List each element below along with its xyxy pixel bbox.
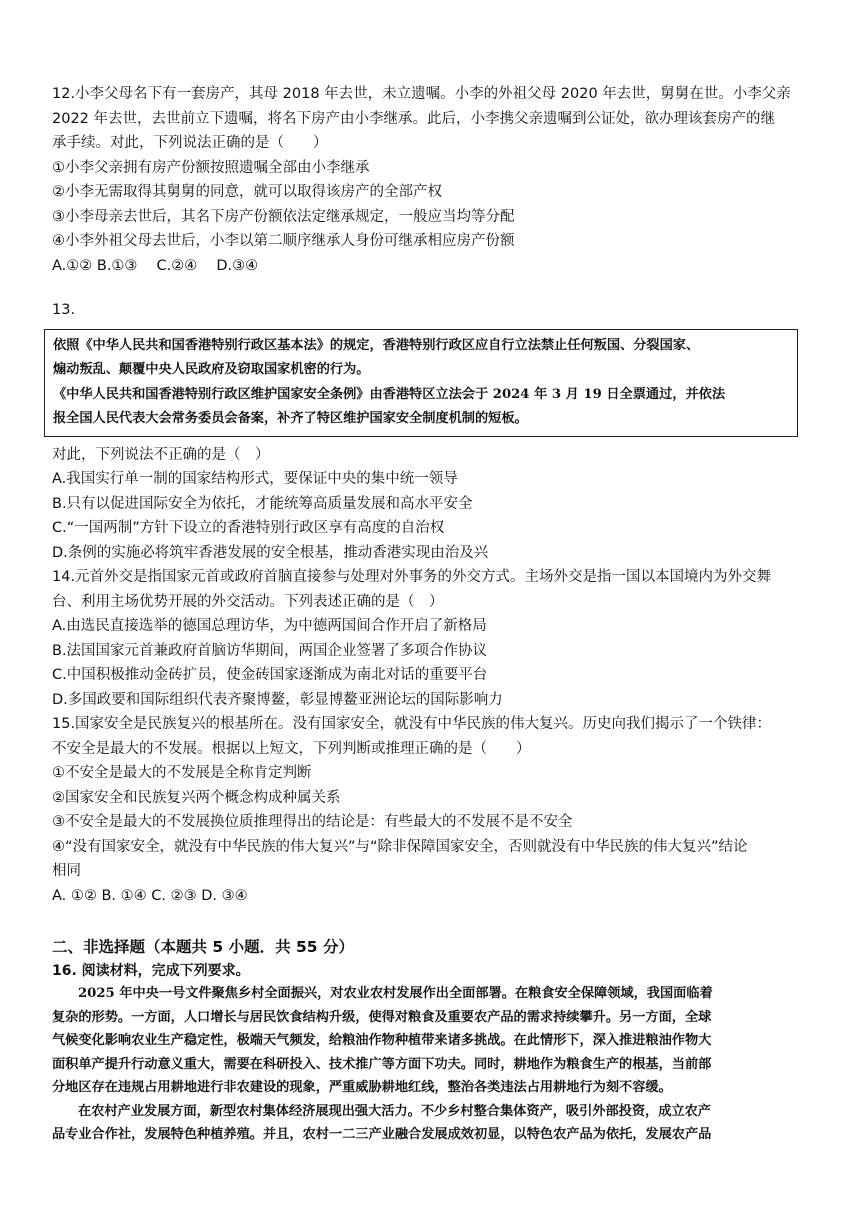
q13-material-box bbox=[44, 329, 798, 437]
q16-para2-line: 品专业合作社，发展特色种植养殖。并且，农村一二三产业融合发展成效初显，以特色农产品为依托，发展农产品 bbox=[52, 1127, 712, 1142]
question-14 bbox=[52, 565, 812, 712]
q15-option: ③不安全是最大的不发展换位质推理得出的结论是：有些最大的不发展不是不安全 bbox=[52, 814, 573, 830]
q13-option: D.条例的实施必将筑牢香港发展的安全根基，推动香港实现由治及兴 bbox=[52, 544, 489, 561]
q13-stem: 对此，下列说法不正确的是（ ） bbox=[52, 446, 270, 463]
q13-material-line: 依照《中华人民共和国香港特别行政区基本法》的规定，香港特别行政区应自行立法禁止任何叛国、分裂国家、 bbox=[53, 337, 700, 353]
q12-stem-line: 承手续。对此，下列说法正确的是（ ） bbox=[52, 135, 328, 151]
q13-option: B.只有以促进国际安全为依托，才能统筹高质量发展和高水平安全 bbox=[52, 495, 473, 512]
q15-option: ④“没有国家安全，就没有中华民族的伟大复兴”与“除非保障国家安全，否则就没有中华民族的伟大复兴”结论 bbox=[52, 838, 748, 855]
q16-para1-line: 面积单产提升行动意义重大，需要在科研投入、技术推广等方面下功夫。同时，耕地作为粮食生产的根基，当前部 bbox=[52, 1056, 712, 1072]
q15-choices: A. ①② B. ①④ C. ②③ D. ③④ bbox=[52, 887, 248, 904]
q15-stem-line: 15.国家安全是民族复兴的根基所在。没有国家安全，就没有中华民族的伟大复兴。历史向我们揭示了一个铁律： bbox=[52, 716, 772, 732]
q12-stem-line: 2022 年去世，去世前立下遗嘱，将名下房产由小李继承。此后，小李携父亲遗嘱到公证处，欲办理该套房产的继 bbox=[52, 110, 776, 127]
q12-stem-line: 12.小李父母名下有一套房产，其母 2018 年去世，未立遗嘱。小李的外祖父母 2020 年去世，舅舅在世。小李父亲 bbox=[52, 86, 791, 102]
question-15 bbox=[52, 712, 812, 908]
q13-option: A.我国实行单一制的国家结构形式，要保证中央的集中统一领导 bbox=[52, 471, 458, 487]
q15-option: ①不安全是最大的不发展是全称肯定判断 bbox=[52, 765, 312, 781]
q14-option: D.多国政要和国际组织代表齐聚博鳌，彰显博鳌亚洲论坛的国际影响力 bbox=[52, 691, 503, 708]
q16-para1-line: 气候变化影响农业生产稳定性，极端天气频发，给粮油作物种植带来诸多挑战。在此情形下，深入推进粮油作物大 bbox=[52, 1033, 712, 1048]
q16-para1-line: 复杂的形势。一方面，人口增长与居民饮食结构升级，使得对粮食及重要农产品的需求持续攀升。另一方面，全球 bbox=[52, 1009, 712, 1025]
q15-option: ②国家安全和民族复兴两个概念构成种属关系 bbox=[52, 789, 341, 806]
question-12 bbox=[52, 82, 812, 278]
q13-option: C.“一国两制”方针下设立的香港特别行政区享有高度的自治权 bbox=[52, 520, 445, 536]
q14-stem-line: 台、利用主场优势开展的外交活动。下列表述正确的是（ ） bbox=[52, 593, 444, 610]
q12-option: ③小李母亲去世后，其名下房产份额依法定继承规定，一般应当均等分配 bbox=[52, 208, 515, 225]
q12-option: ①小李父亲拥有房产份额按照遗嘱全部由小李继承 bbox=[52, 159, 370, 176]
q16-head: 16. 阅读材料，完成下列要求。 bbox=[52, 963, 250, 979]
q13-material-line: 煽动叛乱、颠覆中央人民政府及窃取国家机密的行为。 bbox=[53, 362, 370, 377]
question-13 bbox=[52, 298, 812, 565]
q13-material-line: 报全国人民代表大会常务委员会备案，补齐了特区维护国家安全制度机制的短板。 bbox=[53, 411, 528, 426]
q16-para1-line: 2025 年中央一号文件聚焦乡村全面振兴，对农业农村发展作出全面部署。在粮食安全保障领域，我国面临着 bbox=[78, 986, 713, 1001]
section-2-title: 二、非选择题（本题共 5 小题．共 55 分） bbox=[52, 938, 354, 956]
q12-option: ②小李无需取得其舅舅的同意，就可以取得该房产的全部产权 bbox=[52, 184, 442, 200]
q14-option: B.法国国家元首兼政府首脑访华期间，两国企业签署了多项合作协议 bbox=[52, 642, 488, 659]
question-16 bbox=[52, 960, 812, 1147]
q13-material-line: 《中华人民共和国香港特别行政区维护国家安全条例》由香港特区立法会于 2024 年 3 月 19 日全票通过，并依法 bbox=[53, 386, 726, 402]
exam-page bbox=[52, 82, 812, 1147]
q14-option: C.中国积极推动金砖扩员，使金砖国家逐渐成为南北对话的重要平台 bbox=[52, 667, 488, 683]
q12-choices: A.①② B.①③ C.②④ D.③④ bbox=[52, 257, 259, 274]
q15-stem-line: 不安全是最大的不发展。根据以上短文，下列判断或推理正确的是（ ） bbox=[52, 740, 531, 757]
q13-number: 13. bbox=[52, 302, 76, 318]
q16-para2-line: 在农村产业发展方面，新型农村集体经济展现出强大活力。不少乡村整合集体资产，吸引外部投资，成立农产 bbox=[78, 1103, 711, 1119]
q14-option: A.由选民直接选举的德国总理访华，为中德两国间合作开启了新格局 bbox=[52, 618, 487, 634]
q12-option: ④小李外祖父母去世后，小李以第二顺序继承人身份可继承相应房产份额 bbox=[52, 233, 515, 249]
q15-option: 相同 bbox=[52, 863, 81, 879]
q14-stem-line: 14.元首外交是指国家元首或政府首脑直接参与处理对外事务的外交方式。主场外交是指一国以本国境内为外交舞 bbox=[52, 569, 772, 585]
q16-para1-line: 分地区存在违规占用耕地进行非农建设的现象，严重威胁耕地红线，整治各类违法占用耕地行为刻不容缓。 bbox=[52, 1080, 672, 1095]
